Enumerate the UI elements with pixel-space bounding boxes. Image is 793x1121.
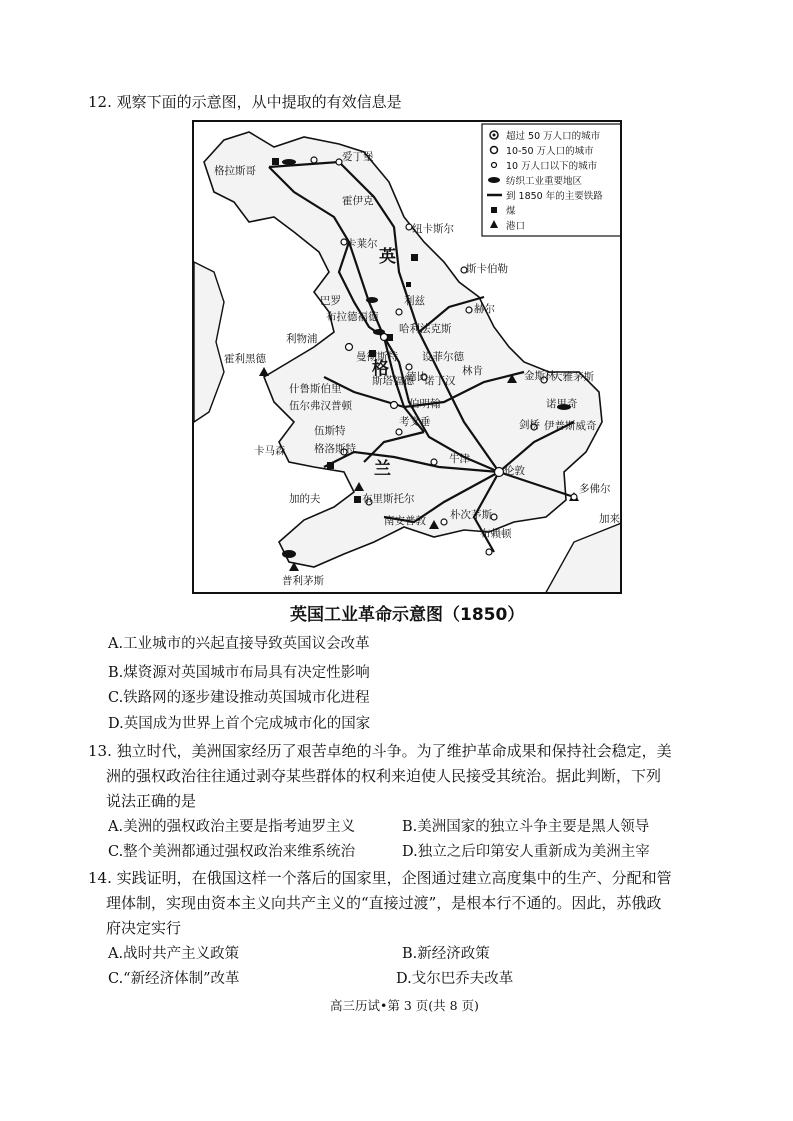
svg-text:南安普敦: 南安普敦: [384, 515, 426, 527]
svg-text:加来: 加来: [599, 513, 620, 525]
region-label-ying: 英: [379, 247, 396, 267]
q12-option-c[interactable]: C.铁路网的逐步建设推动英国城市化进程: [108, 690, 370, 706]
map-legend: [482, 124, 622, 236]
svg-text:巴罗: 巴罗: [320, 295, 341, 307]
svg-text:诺丁汉: 诺丁汉: [424, 375, 456, 387]
ireland-edge: [194, 262, 224, 422]
svg-text:斯卡伯勒: 斯卡伯勒: [466, 263, 508, 275]
q14-option-d[interactable]: D.戈尔巴乔夫改革: [396, 971, 514, 987]
svg-text:10 万人口以下的城市: 10 万人口以下的城市: [506, 161, 598, 172]
svg-text:港口: 港口: [506, 221, 526, 232]
svg-text:伍斯特: 伍斯特: [314, 425, 346, 437]
svg-text:伍尔弗汉普顿: 伍尔弗汉普顿: [289, 400, 352, 412]
svg-text:金斯林: 金斯林: [524, 370, 556, 382]
svg-text:加的夫: 加的夫: [289, 493, 321, 505]
svg-text:煤: 煤: [506, 206, 516, 217]
svg-text:林肯: 林肯: [462, 365, 483, 377]
svg-text:格洛斯特: 格洛斯特: [314, 443, 356, 455]
svg-text:普利茅斯: 普利茅斯: [282, 575, 324, 587]
svg-text:牛津: 牛津: [449, 453, 470, 465]
svg-text:纽卡斯尔: 纽卡斯尔: [412, 223, 454, 235]
q12-option-b[interactable]: B.煤资源对英国城市布局具有决定性影响: [108, 665, 370, 681]
svg-text:斯塔福德: 斯塔福德: [372, 375, 414, 387]
q14-stem-line-2: 理体制，实现由资本主义向共产主义的“直接过渡”，是根本行不通的。因此，苏俄政: [106, 894, 662, 912]
q14-option-b[interactable]: B.新经济政策: [402, 946, 490, 962]
q14-option-a[interactable]: A.战时共产主义政策: [108, 946, 240, 962]
britain-industrial-map: [192, 120, 622, 594]
svg-text:多佛尔: 多佛尔: [579, 483, 611, 495]
svg-text:伊普斯威奇: 伊普斯威奇: [544, 420, 597, 432]
svg-text:赫尔: 赫尔: [474, 303, 495, 315]
svg-text:布赖顿: 布赖顿: [480, 528, 512, 540]
svg-text:伯明翰: 伯明翰: [409, 398, 441, 410]
svg-text:哈利法克斯: 哈利法克斯: [399, 323, 452, 335]
region-label-lan: 兰: [374, 459, 391, 479]
svg-text:格拉斯哥: 格拉斯哥: [214, 165, 256, 177]
svg-text:霍伊克: 霍伊克: [342, 195, 374, 207]
region-label-ge: 格: [372, 359, 389, 379]
q13-option-a[interactable]: A.美洲的强权政治主要是指考迪罗主义: [108, 819, 356, 835]
france-coast: [544, 522, 622, 594]
svg-text:曼彻斯特: 曼彻斯特: [356, 351, 398, 363]
q13-option-b[interactable]: B.美洲国家的独立斗争主要是黑人领导: [402, 819, 650, 835]
q12-option-a[interactable]: A.工业城市的兴起直接导致英国议会改革: [108, 636, 370, 652]
svg-text:到 1850 年的主要铁路: 到 1850 年的主要铁路: [506, 191, 603, 202]
map-svg: [194, 122, 622, 594]
svg-text:超过 50 万人口的城市: 超过 50 万人口的城市: [506, 131, 601, 142]
svg-text:朴次茅斯: 朴次茅斯: [450, 509, 492, 521]
coal-icon: [491, 207, 497, 213]
svg-text:10-50 万人口的城市: 10-50 万人口的城市: [506, 146, 594, 157]
q14-option-c[interactable]: C.“新经济体制”改革: [108, 971, 240, 987]
q13-option-c[interactable]: C.整个美洲都通过强权政治来维系统治: [108, 844, 356, 860]
page-footer: 高三历试•第 3 页(共 8 页): [330, 998, 479, 1013]
svg-text:爱丁堡: 爱丁堡: [342, 151, 374, 163]
svg-text:大雅茅斯: 大雅茅斯: [552, 371, 594, 383]
q13-option-d[interactable]: D.独立之后印第安人重新成为美洲主宰: [402, 844, 650, 860]
svg-text:利物浦: 利物浦: [286, 333, 318, 345]
q14-stem-line-3: 府决定实行: [106, 919, 182, 937]
svg-text:伦敦: 伦敦: [504, 465, 525, 477]
svg-text:德比: 德比: [406, 371, 427, 383]
svg-text:剑桥: 剑桥: [519, 419, 540, 431]
svg-text:设菲尔德: 设菲尔德: [422, 351, 464, 363]
svg-text:布里斯托尔: 布里斯托尔: [362, 493, 415, 505]
svg-text:诺里奇: 诺里奇: [546, 398, 578, 410]
svg-text:利兹: 利兹: [404, 295, 425, 307]
q13-stem-line-2: 洲的强权政治往往通过剥夺某些群体的权利来迫使人民接受其统治。据此判断，下列: [106, 767, 662, 785]
svg-text:布拉德福德: 布拉德福德: [326, 311, 379, 323]
svg-text:考文垂: 考文垂: [399, 416, 431, 428]
svg-text:什鲁斯伯里: 什鲁斯伯里: [289, 383, 342, 395]
q12-stem: 12. 观察下面的示意图，从中提取的有效信息是: [88, 93, 402, 111]
textile-region-icon: [488, 177, 500, 183]
svg-text:卡马森: 卡马森: [254, 445, 286, 457]
q13-stem-line-3: 说法正确的是: [106, 792, 197, 810]
q12-option-d[interactable]: D.英国成为世界上首个完成城市化的国家: [108, 716, 371, 732]
svg-text:纺织工业重要地区: 纺织工业重要地区: [506, 176, 583, 187]
map-caption: 英国工业革命示意图（1850）: [290, 605, 525, 625]
q13-stem-line-1: 13. 独立时代，美洲国家经历了艰苦卓绝的斗争。为了维护革命成果和保持社会稳定，美: [88, 742, 672, 760]
svg-text:霍利黑德: 霍利黑德: [224, 353, 266, 365]
svg-text:卡莱尔: 卡莱尔: [346, 238, 378, 250]
q14-stem-line-1: 14. 实践证明，在俄国这样一个落后的国家里，企图通过建立高度集中的生产、分配和管: [88, 869, 672, 887]
